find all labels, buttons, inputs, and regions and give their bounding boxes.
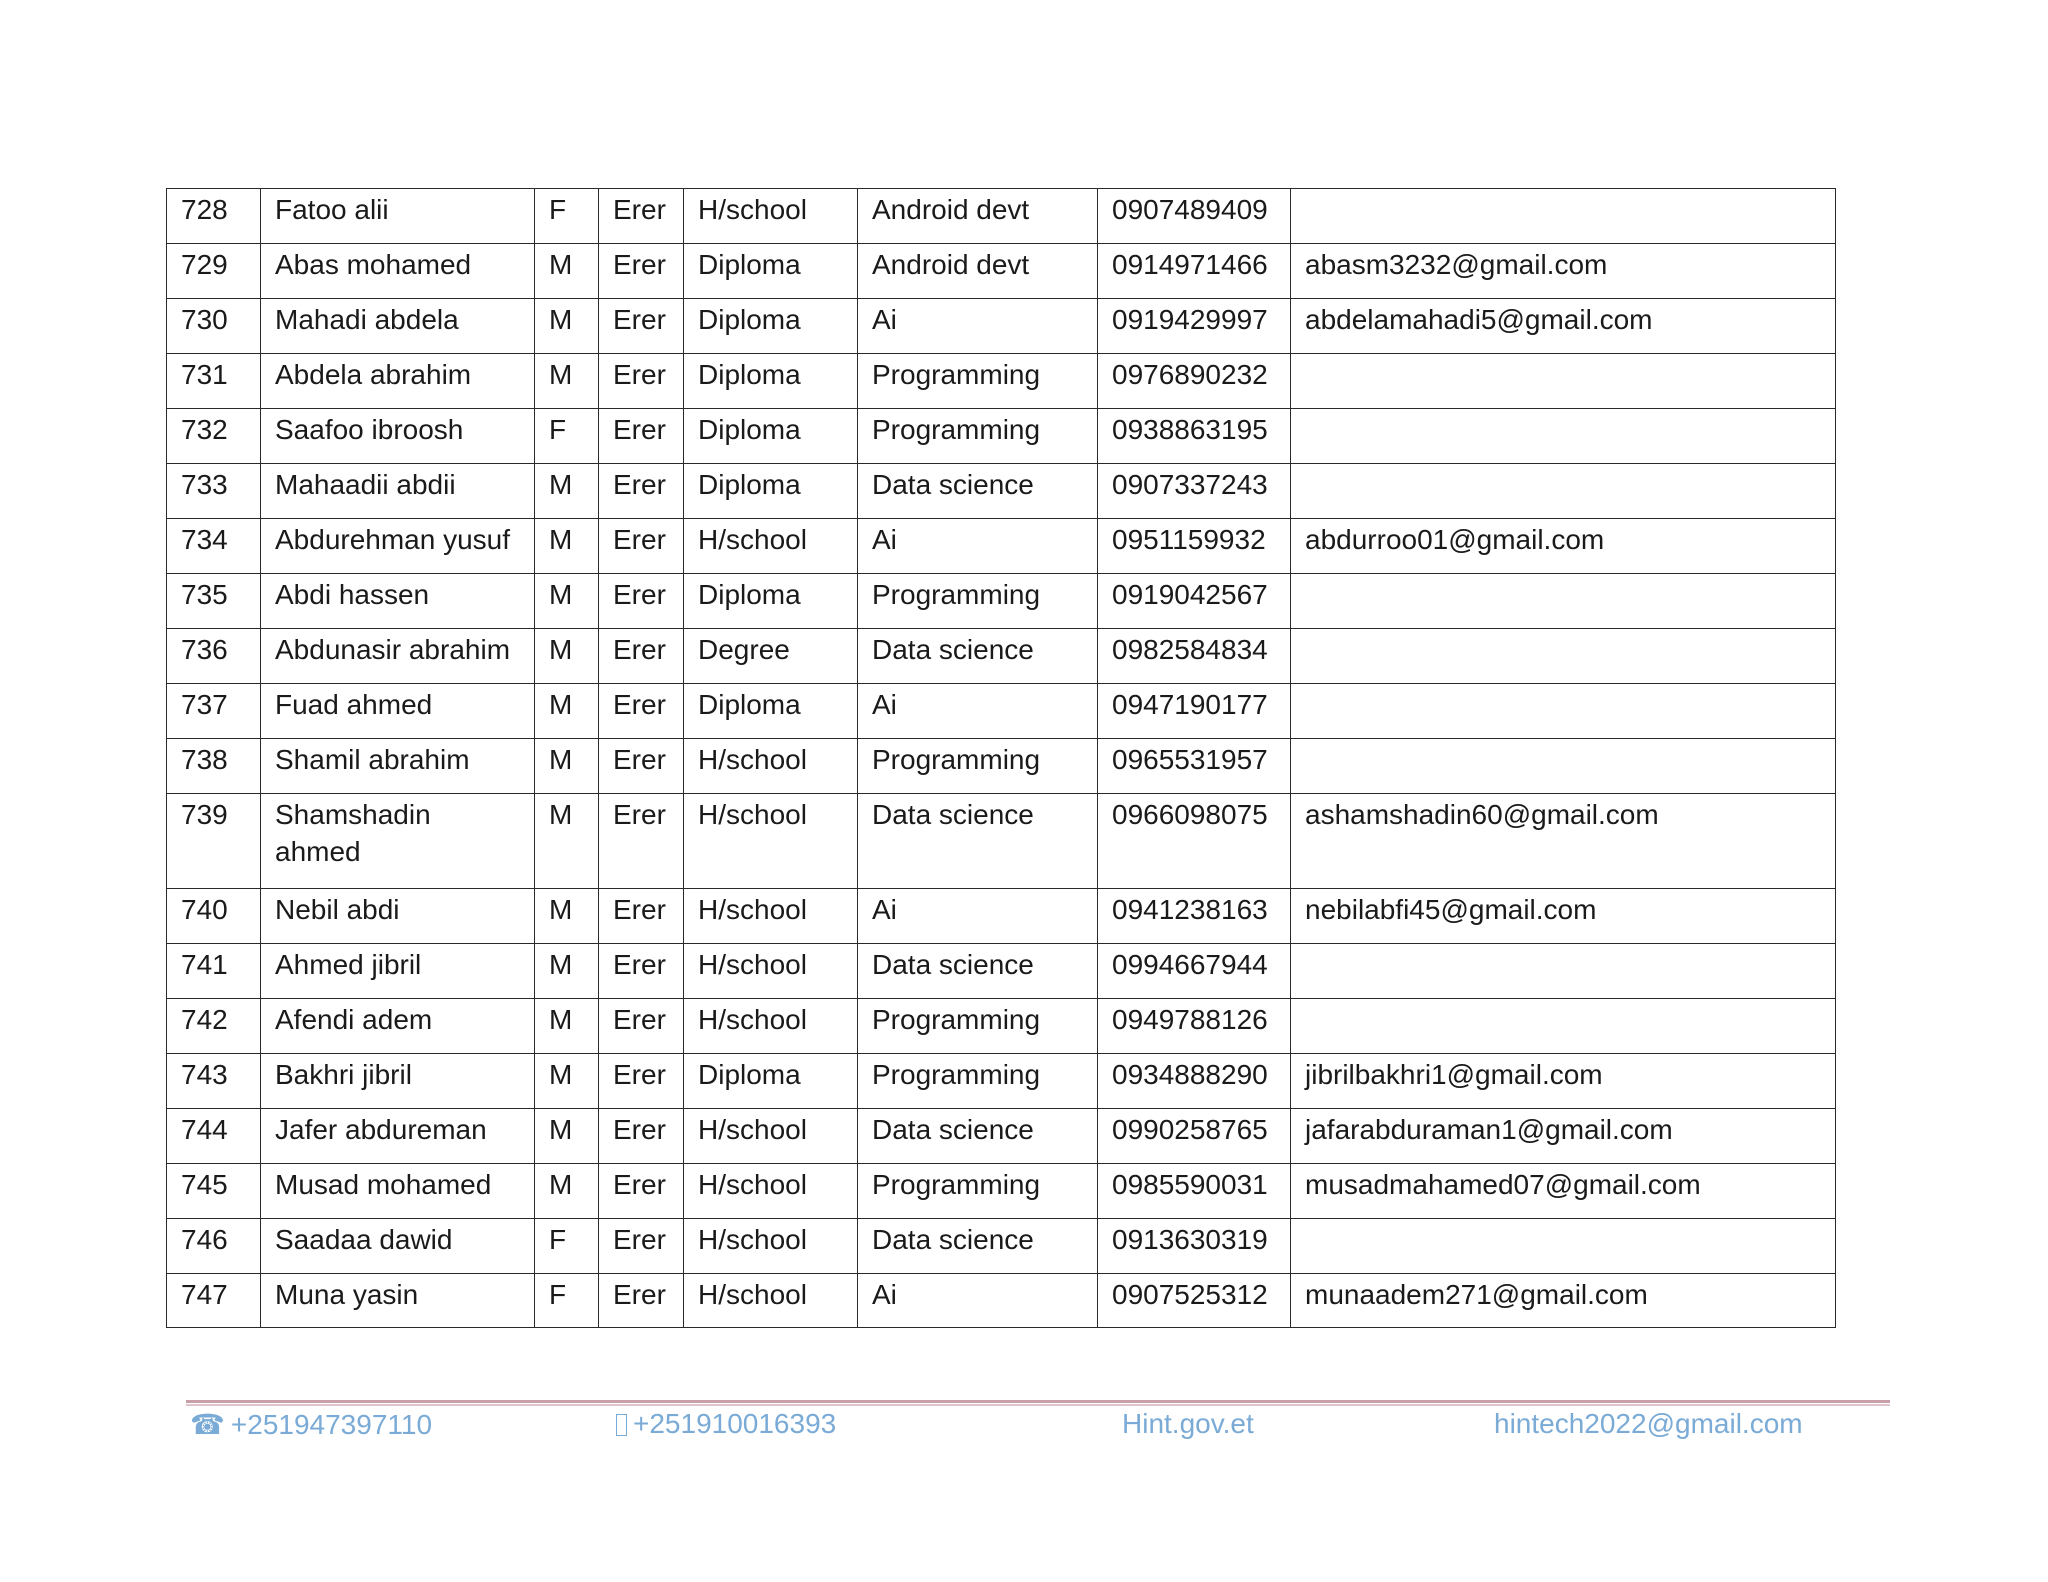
cell-education: H/school <box>684 944 858 999</box>
cell-phone: 0907489409 <box>1098 189 1291 244</box>
cell-email: abdurroo01@gmail.com <box>1291 519 1836 574</box>
cell-name: Abas mohamed <box>261 244 535 299</box>
cell-number: 745 <box>167 1164 261 1219</box>
cell-phone: 0919429997 <box>1098 299 1291 354</box>
cell-education: H/school <box>684 1274 858 1328</box>
cell-field: Ai <box>858 519 1098 574</box>
table-row <box>167 1219 1836 1274</box>
cell-email <box>1291 629 1836 684</box>
cell-field: Data science <box>858 629 1098 684</box>
cell-number: 738 <box>167 739 261 794</box>
cell-sex: M <box>535 684 599 739</box>
cell-sex: M <box>535 519 599 574</box>
cell-email <box>1291 409 1836 464</box>
cell-email <box>1291 739 1836 794</box>
cell-phone: 0938863195 <box>1098 409 1291 464</box>
footer-divider-thin <box>186 1404 1890 1406</box>
cell-name: Musad mohamed <box>261 1164 535 1219</box>
cell-region: Erer <box>599 464 684 519</box>
table-row <box>167 189 1836 244</box>
cell-email: abdelamahadi5@gmail.com <box>1291 299 1836 354</box>
table-row <box>167 1054 1836 1109</box>
cell-education: H/school <box>684 739 858 794</box>
cell-region: Erer <box>599 409 684 464</box>
cell-email: nebilabfi45@gmail.com <box>1291 889 1836 944</box>
cell-phone: 0907337243 <box>1098 464 1291 519</box>
cell-number: 732 <box>167 409 261 464</box>
cell-education: H/school <box>684 999 858 1054</box>
cell-education: Diploma <box>684 1054 858 1109</box>
cell-email: jibrilbakhri1@gmail.com <box>1291 1054 1836 1109</box>
cell-region: Erer <box>599 244 684 299</box>
page-footer <box>0 1408 2048 1448</box>
cell-phone: 0934888290 <box>1098 1054 1291 1109</box>
cell-name: Nebil abdi <box>261 889 535 944</box>
cell-education: H/school <box>684 189 858 244</box>
cell-sex: F <box>535 409 599 464</box>
cell-education: Diploma <box>684 409 858 464</box>
cell-field: Ai <box>858 684 1098 739</box>
cell-sex: M <box>535 944 599 999</box>
cell-field: Programming <box>858 739 1098 794</box>
table-row <box>167 794 1836 889</box>
table-row <box>167 1109 1836 1164</box>
cell-phone: 0982584834 <box>1098 629 1291 684</box>
cell-region: Erer <box>599 629 684 684</box>
cell-name: Ahmed jibril <box>261 944 535 999</box>
cell-phone: 0966098075 <box>1098 794 1291 889</box>
cell-number: 747 <box>167 1274 261 1328</box>
cell-email: ashamshadin60@gmail.com <box>1291 794 1836 889</box>
cell-field: Programming <box>858 1054 1098 1109</box>
cell-name: Abdurehman yusuf <box>261 519 535 574</box>
cell-email <box>1291 354 1836 409</box>
cell-email <box>1291 574 1836 629</box>
cell-number: 736 <box>167 629 261 684</box>
cell-phone: 0949788126 <box>1098 999 1291 1054</box>
footer-phone-2 <box>616 1408 836 1440</box>
table-row <box>167 244 1836 299</box>
cell-sex: M <box>535 999 599 1054</box>
cell-phone: 0914971466 <box>1098 244 1291 299</box>
cell-region: Erer <box>599 1219 684 1274</box>
cell-name: Fatoo alii <box>261 189 535 244</box>
cell-phone: 0985590031 <box>1098 1164 1291 1219</box>
table-row <box>167 889 1836 944</box>
cell-number: 731 <box>167 354 261 409</box>
cell-email <box>1291 999 1836 1054</box>
cell-education: H/school <box>684 889 858 944</box>
cell-name: Saadaa dawid <box>261 1219 535 1274</box>
cell-email: munaadem271@gmail.com <box>1291 1274 1836 1328</box>
cell-sex: M <box>535 244 599 299</box>
cell-region: Erer <box>599 794 684 889</box>
table-row <box>167 684 1836 739</box>
cell-name: Abdunasir abrahim <box>261 629 535 684</box>
cell-phone: 0947190177 <box>1098 684 1291 739</box>
cell-phone: 0994667944 <box>1098 944 1291 999</box>
table-row <box>167 739 1836 794</box>
cell-name: Abdi hassen <box>261 574 535 629</box>
cell-field: Android devt <box>858 244 1098 299</box>
cell-sex: M <box>535 629 599 684</box>
cell-education: Diploma <box>684 244 858 299</box>
cell-field: Programming <box>858 574 1098 629</box>
cell-education: Diploma <box>684 464 858 519</box>
cell-email <box>1291 684 1836 739</box>
cell-number: 729 <box>167 244 261 299</box>
cell-name: Fuad ahmed <box>261 684 535 739</box>
cell-number: 744 <box>167 1109 261 1164</box>
table-row <box>167 1164 1836 1219</box>
cell-sex: M <box>535 574 599 629</box>
cell-name: Afendi adem <box>261 999 535 1054</box>
cell-number: 740 <box>167 889 261 944</box>
cell-phone: 0990258765 <box>1098 1109 1291 1164</box>
cell-field: Data science <box>858 794 1098 889</box>
cell-education: Diploma <box>684 684 858 739</box>
cell-field: Ai <box>858 299 1098 354</box>
cell-email <box>1291 944 1836 999</box>
cell-field: Data science <box>858 1109 1098 1164</box>
cell-number: 741 <box>167 944 261 999</box>
cell-phone: 0913630319 <box>1098 1219 1291 1274</box>
cell-sex: F <box>535 1219 599 1274</box>
cell-sex: M <box>535 889 599 944</box>
cell-number: 730 <box>167 299 261 354</box>
cell-number: 737 <box>167 684 261 739</box>
cell-field: Programming <box>858 1164 1098 1219</box>
cell-name: Mahaadii abdii <box>261 464 535 519</box>
cell-phone: 0951159932 <box>1098 519 1291 574</box>
cell-region: Erer <box>599 1274 684 1328</box>
table-row <box>167 354 1836 409</box>
cell-field: Data science <box>858 1219 1098 1274</box>
cell-education: Diploma <box>684 299 858 354</box>
cell-sex: F <box>535 189 599 244</box>
cell-region: Erer <box>599 1109 684 1164</box>
cell-field: Ai <box>858 1274 1098 1328</box>
cell-region: Erer <box>599 999 684 1054</box>
cell-name: Muna yasin <box>261 1274 535 1328</box>
cell-email <box>1291 1219 1836 1274</box>
cell-sex: M <box>535 739 599 794</box>
cell-email: musadmahamed07@gmail.com <box>1291 1164 1836 1219</box>
mobile-phone-icon <box>616 1414 627 1436</box>
footer-divider <box>186 1400 1890 1403</box>
cell-number: 735 <box>167 574 261 629</box>
cell-number: 733 <box>167 464 261 519</box>
cell-region: Erer <box>599 889 684 944</box>
cell-sex: M <box>535 299 599 354</box>
cell-number: 739 <box>167 794 261 889</box>
footer-phone-1 <box>190 1408 432 1441</box>
cell-sex: M <box>535 794 599 889</box>
cell-sex: M <box>535 1164 599 1219</box>
cell-phone: 0965531957 <box>1098 739 1291 794</box>
table-row <box>167 299 1836 354</box>
cell-education: H/school <box>684 794 858 889</box>
cell-sex: M <box>535 1054 599 1109</box>
cell-number: 734 <box>167 519 261 574</box>
table-row <box>167 464 1836 519</box>
cell-name: Shamshadin ahmed <box>261 794 535 889</box>
cell-number: 746 <box>167 1219 261 1274</box>
cell-field: Data science <box>858 464 1098 519</box>
footer-phone-2-text: +251910016393 <box>633 1408 837 1439</box>
table-body <box>167 189 1836 1328</box>
cell-education: Diploma <box>684 574 858 629</box>
cell-education: H/school <box>684 1109 858 1164</box>
cell-field: Programming <box>858 999 1098 1054</box>
cell-phone: 0907525312 <box>1098 1274 1291 1328</box>
cell-name: Bakhri jibril <box>261 1054 535 1109</box>
table-row <box>167 629 1836 684</box>
cell-education: H/school <box>684 1219 858 1274</box>
footer-phone-1-text: +251947397110 <box>230 1409 433 1440</box>
cell-phone: 0976890232 <box>1098 354 1291 409</box>
table-row <box>167 944 1836 999</box>
cell-email: jafarabduraman1@gmail.com <box>1291 1109 1836 1164</box>
cell-sex: M <box>535 1109 599 1164</box>
footer-website[interactable]: Hint.gov.et <box>1122 1408 1254 1439</box>
cell-name: Abdela abrahim <box>261 354 535 409</box>
cell-name: Mahadi abdela <box>261 299 535 354</box>
cell-field: Programming <box>858 354 1098 409</box>
cell-education: Degree <box>684 629 858 684</box>
cell-field: Ai <box>858 889 1098 944</box>
cell-name: Saafoo ibroosh <box>261 409 535 464</box>
table-row <box>167 519 1836 574</box>
cell-phone: 0941238163 <box>1098 889 1291 944</box>
cell-region: Erer <box>599 684 684 739</box>
cell-sex: M <box>535 354 599 409</box>
cell-email <box>1291 464 1836 519</box>
cell-region: Erer <box>599 1164 684 1219</box>
cell-number: 743 <box>167 1054 261 1109</box>
cell-region: Erer <box>599 189 684 244</box>
cell-field: Data science <box>858 944 1098 999</box>
cell-region: Erer <box>599 944 684 999</box>
cell-name: Jafer abdureman <box>261 1109 535 1164</box>
trainee-table <box>166 188 1836 1328</box>
telephone-icon: ☎ <box>190 1409 225 1440</box>
cell-phone: 0919042567 <box>1098 574 1291 629</box>
cell-field: Android devt <box>858 189 1098 244</box>
table-row <box>167 999 1836 1054</box>
cell-education: Diploma <box>684 354 858 409</box>
cell-region: Erer <box>599 299 684 354</box>
cell-region: Erer <box>599 519 684 574</box>
cell-region: Erer <box>599 1054 684 1109</box>
cell-email: abasm3232@gmail.com <box>1291 244 1836 299</box>
footer-email[interactable]: hintech2022@gmail.com <box>1494 1408 1803 1439</box>
cell-region: Erer <box>599 739 684 794</box>
cell-education: H/school <box>684 1164 858 1219</box>
table-row <box>167 574 1836 629</box>
table-row <box>167 409 1836 464</box>
cell-email <box>1291 189 1836 244</box>
cell-number: 742 <box>167 999 261 1054</box>
cell-education: H/school <box>684 519 858 574</box>
cell-region: Erer <box>599 574 684 629</box>
cell-region: Erer <box>599 354 684 409</box>
cell-number: 728 <box>167 189 261 244</box>
table-row <box>167 1274 1836 1328</box>
cell-name: Shamil abrahim <box>261 739 535 794</box>
cell-sex: F <box>535 1274 599 1328</box>
cell-field: Programming <box>858 409 1098 464</box>
cell-sex: M <box>535 464 599 519</box>
